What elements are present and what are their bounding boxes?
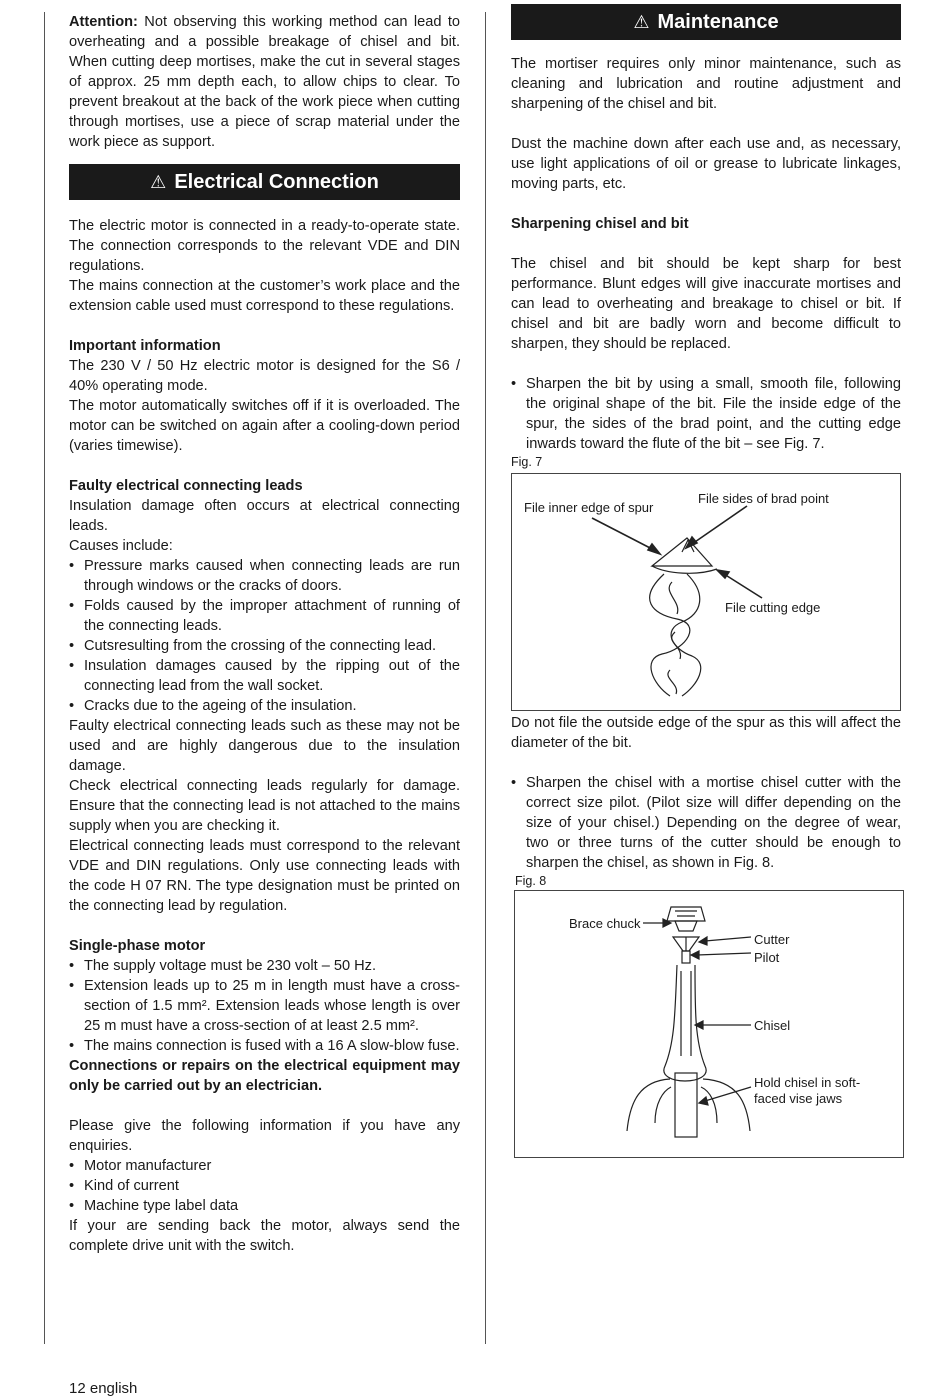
- important-info-heading: Important information: [69, 338, 221, 354]
- list-item: • The supply voltage must be 230 volt – 50 Hz.: [69, 956, 460, 976]
- list-item: • Motor manufacturer: [69, 1156, 460, 1176]
- right-column: [511, 4, 901, 1158]
- sharpen-bit-list: [511, 374, 901, 454]
- fig8-label-pilot: Pilot: [754, 950, 780, 965]
- list-item: • Kind of current: [69, 1176, 460, 1196]
- list-item: • Insulation damages caused by the ripping out of the connecting lead from the wall socket.: [69, 656, 460, 696]
- after-fig7-paragraph: Do not file the outside edge of the spur as this will affect the diameter of the bit.: [511, 715, 901, 751]
- list-item: • Cracks due to the ageing of the insulation.: [69, 696, 460, 716]
- list-item: • Sharpen the bit by using a small, smooth file, following the original shape of the bit. File the inside edge of the spur, the sides of the brad point, and the cutting edge inwards toward the flute of the bit – see Fig. 7.: [511, 374, 901, 454]
- faulty-paragraph-2: Causes include:: [69, 538, 173, 554]
- left-margin-rule: [44, 12, 45, 1344]
- maintenance-header: [511, 4, 901, 40]
- list-item: • Extension leads up to 25 m in length must have a cross-section of 1.5 mm². Extension leads whose length is over 25 m must have a cross-section of at least 2.5 mm².: [69, 976, 460, 1036]
- list-item: • Machine type label data: [69, 1196, 460, 1216]
- center-column-rule: [485, 12, 486, 1344]
- warning-triangle-icon: ⚠: [633, 12, 650, 32]
- list-item: • Sharpen the chisel with a mortise chisel cutter with the correct size pilot. (Pilot size will differ depending on the size of your chisel.) Depending on the degree of wear, two or three turns of the cutter should be enough to sharpen the chisel, as shown in Fig. 8.: [511, 773, 901, 873]
- maintenance-paragraph-1: The mortiser requires only minor maintenance, such as cleaning and lubrication and routine adjustment and sharpening of the chisel and bit.: [511, 56, 901, 112]
- sharpen-chisel-list: [511, 773, 901, 873]
- enquiry-paragraph-2: If your are sending back the motor, always send the complete drive unit with the switch.: [69, 1218, 460, 1254]
- electrical-paragraph-2: The mains connection at the customer’s work place and the extension cable used must correspond to these regulations.: [69, 278, 460, 314]
- single-phase-heading: Single-phase motor: [69, 938, 206, 954]
- attention-text: Not observing this working method can lead to overheating and a possible breakage of chisel and bit. When cutting deep mortises, make the cut in several stages of approx. 25 mm depth each, to allow chips to clear. To prevent breakout at the back of the work piece when cutting through mortises, use a piece of scrap material under the work piece as support.: [69, 14, 460, 150]
- fig8-box: [514, 890, 904, 1158]
- attention-label: Attention:: [69, 14, 138, 30]
- warning-triangle-icon: ⚠: [150, 172, 167, 192]
- electrician-warning: Connections or repairs on the electrical equipment may only be carried out by an electrician.: [69, 1058, 460, 1094]
- list-item: • Pressure marks caused when connecting leads are run through windows or the cracks of doors.: [69, 556, 460, 596]
- electrical-connection-header: [69, 164, 460, 200]
- list-item: • Folds caused by the improper attachment of running of the connecting leads.: [69, 596, 460, 636]
- list-item: • Cutsresulting from the crossing of the connecting lead.: [69, 636, 460, 656]
- faulty-causes-list: [69, 556, 460, 716]
- fig7-box: [511, 473, 901, 711]
- fig8-label-cutter: Cutter: [754, 932, 790, 947]
- faulty-leads-heading: Faulty electrical connecting leads: [69, 478, 303, 494]
- fig7-label-cutting-edge: File cutting edge: [725, 600, 821, 615]
- faulty-paragraph-5: Electrical connecting leads must correspond to the relevant VDE and DIN regulations. Only use connecting leads with the code H 07 RN. The type designation must be printed on the connecting lead by regulation.: [69, 838, 460, 914]
- sharpening-paragraph: The chisel and bit should be kept sharp for best performance. Blunt edges will give inaccurate mortises and can lead to overheating and breakage to chisel or bit. If chisel and bit are badly worn and become difficult to sharpen, they should be replaced.: [511, 256, 901, 352]
- important-paragraph-2: The motor automatically switches off if it is overloaded. The motor can be switched on again after a cooling-down period (varies timewise).: [69, 398, 460, 454]
- fig7-label-brad-point: File sides of brad point: [698, 491, 829, 506]
- fig8-caption: Fig. 8: [515, 874, 547, 888]
- important-paragraph-1: The 230 V / 50 Hz electric motor is designed for the S6 / 40% operating mode.: [69, 358, 460, 394]
- single-phase-list: [69, 956, 460, 1056]
- list-item: • The mains connection is fused with a 16 A slow-blow fuse.: [69, 1036, 460, 1056]
- fig8-label-brace-chuck: Brace chuck: [569, 916, 641, 931]
- sharpening-heading: Sharpening chisel and bit: [511, 216, 689, 232]
- maintenance-paragraph-2: Dust the machine down after each use and, as necessary, use light applications of oil or grease to lubricate linkages, moving parts, etc.: [511, 136, 901, 192]
- maintenance-title: Maintenance: [657, 11, 779, 33]
- page-footer: 12 english: [69, 1380, 138, 1397]
- left-column: [69, 12, 460, 1256]
- electrical-paragraph-1: The electric motor is connected in a ready-to-operate state. The connection corresponds to the relevant VDE and DIN regulations.: [69, 218, 460, 274]
- fig7-caption: Fig. 7: [511, 455, 543, 469]
- attention-paragraph: [69, 12, 460, 152]
- fig8-label-chisel: Chisel: [754, 1018, 791, 1033]
- fig7-label-inner-spur: File inner edge of spur: [524, 500, 654, 515]
- faulty-paragraph-3: Faulty electrical connecting leads such as these may not be used and are highly dangerous due to the insulation damage.: [69, 718, 460, 774]
- enquiry-paragraph-1: Please give the following information if you have any enquiries.: [69, 1118, 460, 1154]
- fig8-label-hold-chisel: Hold chisel in soft-faced vise jaws: [754, 1075, 861, 1106]
- electrical-connection-title: Electrical Connection: [174, 171, 379, 193]
- enquiry-list: [69, 1156, 460, 1216]
- faulty-paragraph-1: Insulation damage often occurs at electrical connecting leads.: [69, 498, 460, 534]
- faulty-paragraph-4: Check electrical connecting leads regularly for damage. Ensure that the connecting lead is not attached to the mains supply when you are checking it.: [69, 778, 460, 834]
